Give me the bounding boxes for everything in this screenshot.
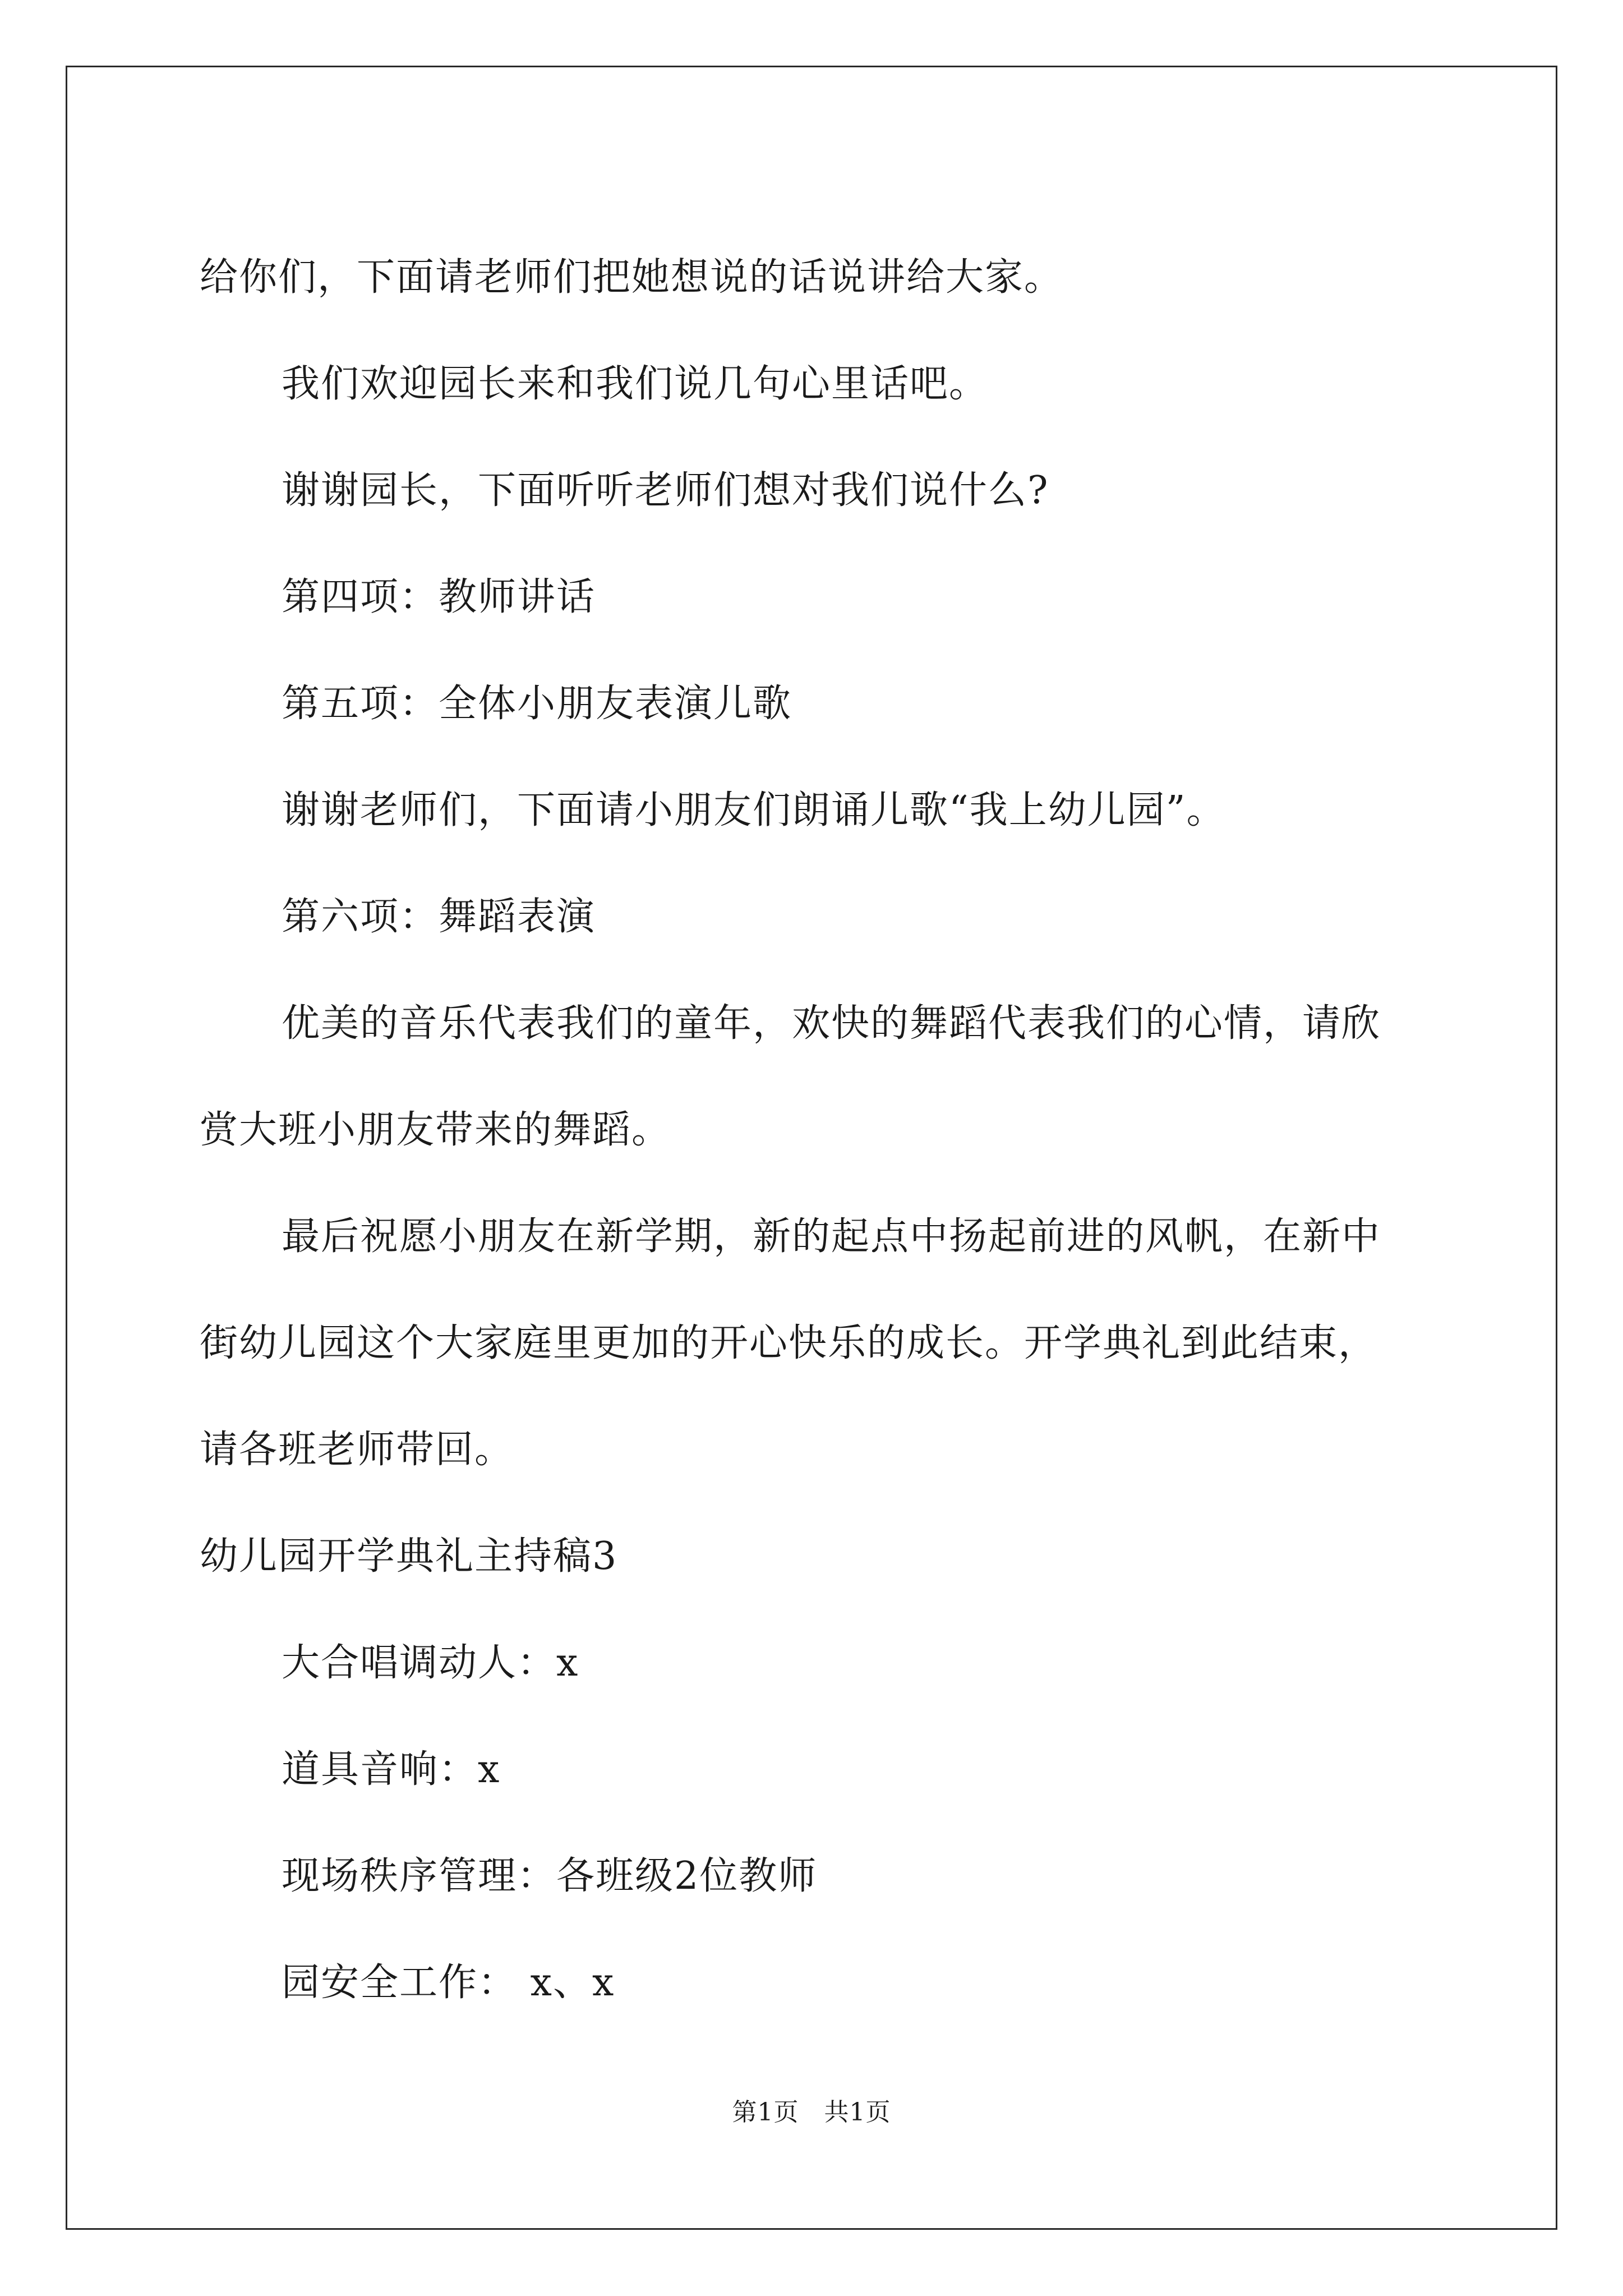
paragraph-9: 赏大班小朋友带来的舞蹈。: [200, 1108, 671, 1152]
paragraph-16: 现场秩序管理：各班级2位教师: [282, 1854, 818, 1898]
paragraph-2: 我们欢迎园长来和我们说几句心里话吧。: [282, 362, 989, 406]
paragraph-17: 园安全工作： x、x: [282, 1961, 615, 2005]
paragraph-1: 给你们，下面请老师们把她想说的话说讲给大家。: [200, 255, 1064, 300]
section-heading: 幼儿园开学典礼主持稿3: [200, 1534, 618, 1579]
page-footer: 第1页 共1页: [732, 2098, 891, 2127]
paragraph-10: 最后祝愿小朋友在新学期，新的起点中扬起前进的风帆，在新中: [282, 1214, 1381, 1259]
paragraph-7: 第六项：舞蹈表演: [282, 895, 596, 939]
paragraph-15: 道具音响：x: [282, 1747, 501, 1792]
paragraph-14: 大合唱调动人：x: [282, 1641, 579, 1685]
paragraph-5: 第五项：全体小朋友表演儿歌: [282, 682, 792, 726]
paragraph-11: 街幼儿园这个大家庭里更加的开心快乐的成长。开学典礼到此结束，: [200, 1321, 1378, 1365]
document-body: [200, 224, 1433, 2036]
paragraph-6: 谢谢老师们，下面请小朋友们朗诵儿歌“我上幼儿园”。: [282, 788, 1226, 832]
paragraph-12: 请各班老师带回。: [200, 1428, 514, 1472]
paragraph-3: 谢谢园长，下面听听老师们想对我们说什么?: [282, 468, 1049, 513]
paragraph-8: 优美的音乐代表我们的童年，欢快的舞蹈代表我们的心情，请欣: [282, 1001, 1381, 1046]
paragraph-4: 第四项：教师讲话: [282, 575, 596, 619]
